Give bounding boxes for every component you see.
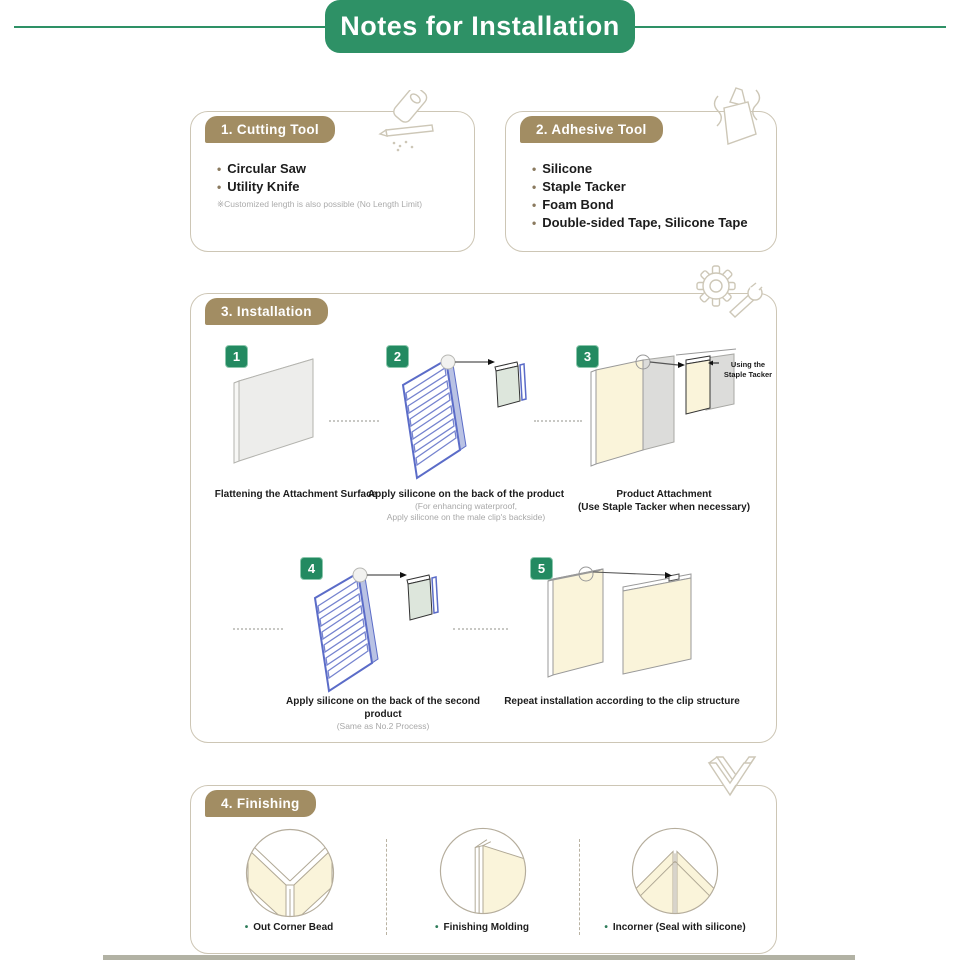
gear-wrench-icon (690, 260, 768, 328)
list-item (217, 178, 422, 196)
annotation-line: Using the (730, 360, 766, 369)
caption-subtext: Apply silicone on the male clip's backside) (386, 512, 546, 523)
step-badge-4: 4 (300, 557, 323, 580)
list-item (532, 178, 748, 196)
finishing-label-text: Incorner (Seal with silicone) (612, 922, 746, 933)
caption-text: Apply silicone on the back of the product (367, 489, 565, 500)
step-caption-3 (554, 488, 774, 514)
step-caption-2 (356, 488, 576, 523)
caption-subtext: (Same as No.2 Process) (336, 721, 430, 731)
bullet-icon: • (532, 216, 537, 230)
section-title-cutting: 1. Cutting Tool (205, 116, 335, 143)
corner-trim-icon (703, 755, 761, 811)
cutting-tool-list (217, 160, 422, 210)
finishing-molding-illustration (438, 826, 528, 916)
step-badge-1: 1 (225, 345, 248, 368)
finishing-label-incorner (585, 922, 765, 933)
list-item-label: Double-sided Tape, Silicone Tape (542, 215, 748, 230)
caption-text: (Use Staple Tacker when necessary) (577, 502, 751, 513)
dotted-connector (329, 420, 379, 422)
bottom-edge-strip (103, 955, 855, 960)
caption-text: Product Attachment (616, 489, 712, 500)
bullet-icon: • (532, 162, 537, 176)
dashed-divider (386, 839, 387, 935)
step-badge-2: 2 (386, 345, 409, 368)
dotted-connector (233, 628, 283, 630)
list-item (532, 196, 748, 214)
page-title: Notes for Installation (325, 0, 635, 53)
list-item-label: Circular Saw (227, 161, 306, 176)
section-title-finishing: 4. Finishing (205, 790, 316, 817)
caption-text: Repeat installation according to the clip structure (504, 696, 740, 707)
list-item-label: Silicone (542, 161, 593, 176)
incorner-illustration (630, 826, 720, 916)
out-corner-bead-illustration (244, 827, 336, 919)
utility-knife-icon (372, 90, 444, 156)
bullet-icon: • (532, 198, 537, 212)
bullet-icon: • (217, 180, 222, 194)
section-title-installation: 3. Installation (205, 298, 328, 325)
bullet-icon: • (434, 922, 439, 933)
silicone-apply-illustration (389, 351, 529, 486)
repeat-installation-illustration (541, 559, 716, 694)
list-item (532, 214, 748, 232)
list-item (217, 160, 422, 178)
adhesive-tool-list (532, 160, 748, 232)
bullet-icon: • (217, 162, 222, 176)
finishing-label-text: Finishing Molding (443, 922, 530, 933)
finishing-label-out-corner (214, 922, 364, 933)
annotation-line: Staple Tacker (723, 370, 773, 380)
caption-text: Apply silicone on the back of the second product (286, 696, 480, 720)
finishing-label-text: Out Corner Bead (253, 922, 334, 933)
dashed-divider (579, 839, 580, 935)
cutting-note: ※Customized length is also possible (No Length Limit) (217, 199, 423, 209)
silicone-apply-second-illustration (301, 564, 441, 699)
step-caption-4 (268, 695, 498, 732)
list-item (532, 160, 748, 178)
panel-surface-illustration (229, 349, 324, 464)
section-installation (190, 293, 777, 743)
dotted-connector (534, 420, 582, 422)
dotted-connector (453, 628, 508, 630)
bullet-icon: • (532, 180, 537, 194)
bullet-icon: • (244, 922, 249, 933)
bullet-icon: • (604, 922, 608, 933)
finishing-label-molding (407, 922, 557, 933)
section-title-adhesive: 2. Adhesive Tool (520, 116, 663, 143)
caption-text: Flattening the Attachment Surface (214, 489, 378, 500)
list-item-label: Foam Bond (542, 197, 614, 212)
silicone-tube-icon (698, 84, 774, 154)
staple-tacker-annotation (721, 360, 775, 380)
step-badge-5: 5 (530, 557, 553, 580)
step-caption-5 (502, 695, 742, 708)
caption-subtext: (For enhancing waterproof, (414, 501, 518, 511)
section-finishing (190, 785, 777, 954)
list-item-label: Utility Knife (227, 179, 300, 194)
step-badge-3: 3 (576, 345, 599, 368)
list-item-label: Staple Tacker (542, 179, 626, 194)
